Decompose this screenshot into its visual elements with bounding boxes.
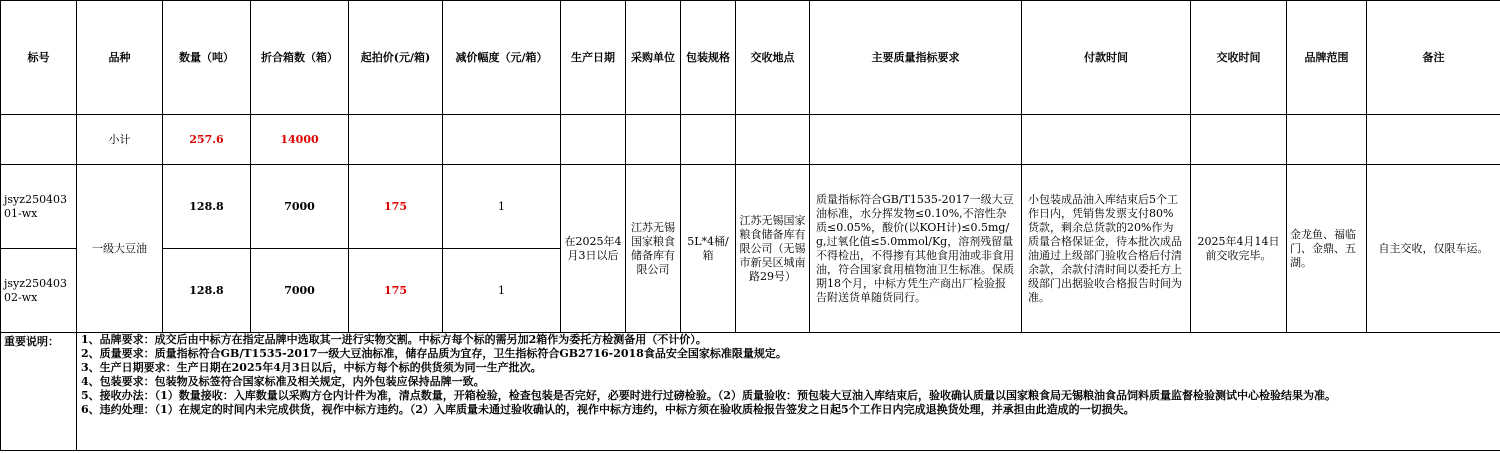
notes-content xyxy=(77,333,1500,451)
production-date: 在2025年4月3日以后 xyxy=(561,165,626,333)
quantity: 128.8 xyxy=(163,165,251,249)
delivery-place: 江苏无锡国家粮食储备库有限公司（无锡市新吴区城南路29号） xyxy=(736,165,810,333)
subtotal-empty-cell xyxy=(1367,115,1500,165)
subtotal-empty-cell xyxy=(736,115,810,165)
brands: 金龙鱼、福临门、金鼎、五湖。 xyxy=(1287,165,1367,333)
header-purchaser: 采购单位 xyxy=(626,1,681,115)
header-payment-time: 付款时间 xyxy=(1022,1,1191,115)
subtotal-empty-cell xyxy=(1,115,77,165)
lot-no: jsyz25040301-wx xyxy=(1,165,77,249)
subtotal-boxes: 14000 xyxy=(251,115,349,165)
header-delivery-time: 交收时间 xyxy=(1191,1,1287,115)
subtotal-label: 小计 xyxy=(77,115,163,165)
packaging: 5L*4桶/箱 xyxy=(681,165,736,333)
boxes: 7000 xyxy=(251,249,349,333)
header-brands: 品牌范围 xyxy=(1287,1,1367,115)
header-delivery-place: 交收地点 xyxy=(736,1,810,115)
subtotal-quantity: 257.6 xyxy=(163,115,251,165)
remarks: 自主交收，仅限车运。 xyxy=(1367,165,1500,333)
note-acceptance-method: 5、接收办法：（1）数量接收：入库数量以采购方仓内计件为准，清点数量，开箱检验，检查包装是否完好，必要时进行过磅检验。（2）质量验收：预包装大豆油入库结束后，验收确认质量以国家粮食局无锡粮油食品饲料质量监督检验测试中心检验结果为准。 xyxy=(81,389,1336,402)
quality-requirements: 质量指标符合GB/T1535-2017一级大豆油标准，水分挥发物≤0.10%,不溶性杂质≤0.05%，酸价(以KOH计)≤0.5mg/g,过氧化值≤5.0mmol/Kg，溶剂残留量不得检出，不得掺有其他食用油或非食用油，符合国家食用植物油卫生标准。保质期18个月，中标方凭生产商出厂检验报告附送货单随货同行。 xyxy=(810,165,1022,333)
header-quality: 主要质量指标要求 xyxy=(810,1,1022,115)
header-lot-no: 标号 xyxy=(1,1,77,115)
variety: 一级大豆油 xyxy=(77,165,163,333)
header-start-price: 起拍价(元/箱) xyxy=(349,1,443,115)
start-price: 175 xyxy=(349,165,443,249)
subtotal-empty-cell xyxy=(349,115,443,165)
subtotal-empty-cell xyxy=(1191,115,1287,165)
subtotal-empty-cell xyxy=(443,115,561,165)
header-row xyxy=(1,1,1500,115)
note-breach-handling: 6、违约处理：（1）在规定的时间内未完成供货，视作中标方违约。（2）入库质量未通过验收确认的，视作中标方违约，中标方须在验收质检报告签发之日起5个工作日内完成退换货处理，并承担由此造成的一切损失。 xyxy=(81,403,1135,416)
note-brand-requirement: 1、品牌要求：成交后由中标方在指定品牌中选取其一进行实物交割。中标方每个标的需另加2箱作为委托方检测备用（不计价）。 xyxy=(81,333,707,346)
payment-time: 小包装成品油入库结束后5个工作日内，凭销售发票支付80%货款，剩余总货款的20%作为质量合格保证金，待本批次成品油通过上级部门验收合格后付清余款，余款付清时间以委托方上级部门出据验收合格报告时间为准。 xyxy=(1022,165,1191,333)
header-boxes: 折合箱数（箱） xyxy=(251,1,349,115)
purchaser: 江苏无锡国家粮食储备库有限公司 xyxy=(626,165,681,333)
subtotal-empty-cell xyxy=(626,115,681,165)
header-quantity: 数量（吨） xyxy=(163,1,251,115)
note-production-date-requirement: 3、生产日期要求：生产日期在2025年4月3日以后，中标方每个标的供货须为同一生产批次。 xyxy=(81,361,542,374)
subtotal-empty-cell xyxy=(810,115,1022,165)
subtotal-row xyxy=(1,115,1500,165)
note-quality-requirement: 2、质量要求：质量指标符合GB/T1535-2017一级大豆油标准，储存品质为宜存，卫生指标符合GB2716-2018食品安全国家标准限量规定。 xyxy=(81,347,787,360)
header-variety: 品种 xyxy=(77,1,163,115)
price-step: 1 xyxy=(443,249,561,333)
delivery-time: 2025年4月14日前交收完毕。 xyxy=(1191,165,1287,333)
quantity: 128.8 xyxy=(163,249,251,333)
header-production-date: 生产日期 xyxy=(561,1,626,115)
header-price-step: 减价幅度（元/箱） xyxy=(443,1,561,115)
subtotal-empty-cell xyxy=(561,115,626,165)
subtotal-empty-cell xyxy=(681,115,736,165)
table-row xyxy=(1,165,1500,249)
notes-row xyxy=(1,333,1500,451)
price-step: 1 xyxy=(443,165,561,249)
lot-no: jsyz25040302-wx xyxy=(1,249,77,333)
notes-label: 重要说明： xyxy=(1,333,77,451)
header-packaging: 包装规格 xyxy=(681,1,736,115)
subtotal-empty-cell xyxy=(1287,115,1367,165)
note-packaging-requirement: 4、包装要求：包装物及标签符合国家标准及相关规定，内外包装应保持品牌一致。 xyxy=(81,375,485,388)
boxes: 7000 xyxy=(251,165,349,249)
start-price: 175 xyxy=(349,249,443,333)
header-remarks: 备注 xyxy=(1367,1,1500,115)
subtotal-empty-cell xyxy=(1022,115,1191,165)
